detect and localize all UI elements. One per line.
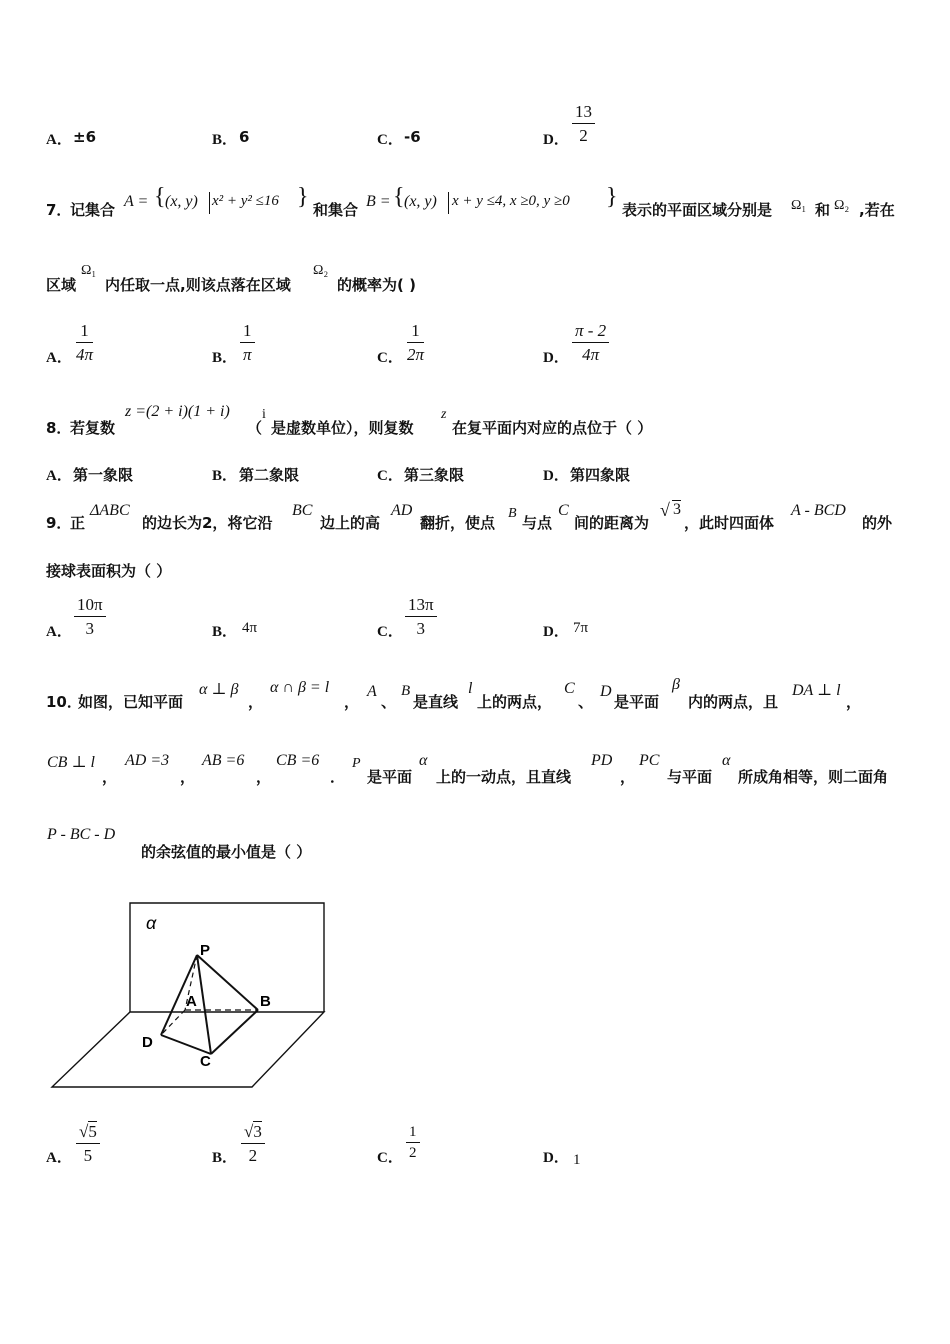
q10-p: P bbox=[352, 756, 361, 771]
q8-option-c-label: C． bbox=[377, 468, 403, 484]
q8-number: 8． bbox=[46, 419, 72, 437]
q7-set-a-open-brace: { bbox=[154, 184, 166, 210]
q10-text-4: 是平面 bbox=[614, 693, 660, 711]
q6-option-b-value: 6 bbox=[239, 128, 250, 146]
q7-omega-2-b: Ω₂ bbox=[313, 263, 329, 278]
q7-text-8: 的概率为( ) bbox=[337, 276, 416, 294]
fraction-numerator: 13 bbox=[575, 102, 592, 121]
q10-comma-2: ， bbox=[344, 693, 360, 711]
q10-a: A bbox=[367, 683, 377, 700]
fraction-denominator: 2 bbox=[248, 1146, 258, 1165]
q10-text-5: 内的两点，且 bbox=[688, 693, 779, 711]
plane-alpha-outline bbox=[130, 903, 324, 1012]
fraction-bar bbox=[241, 1143, 265, 1144]
q10-option-b-fraction bbox=[241, 1122, 265, 1166]
q10-text-1: 如图，已知平面 bbox=[78, 693, 184, 711]
q7-set-b-close-brace: } bbox=[606, 184, 618, 210]
q10-text-3: 上的两点， bbox=[477, 693, 553, 711]
q10-comma-4: ， bbox=[102, 768, 118, 786]
q9-text-8: 的外 bbox=[862, 514, 893, 532]
edge-dc bbox=[161, 1035, 211, 1054]
q7-option-d-label: D． bbox=[543, 350, 569, 366]
q9-b: B bbox=[508, 506, 517, 521]
q9-text-3: 边上的高 bbox=[320, 514, 381, 532]
fraction-denominator: π bbox=[242, 345, 252, 364]
fraction-bar bbox=[406, 1142, 420, 1143]
fraction-denominator: 3 bbox=[85, 619, 95, 638]
q10-beta: β bbox=[672, 676, 680, 693]
q8-text-1: 若复数 bbox=[70, 419, 116, 437]
q7-number: 7． bbox=[46, 201, 72, 219]
q9-c: C bbox=[558, 502, 569, 519]
q10-option-c-label: C． bbox=[377, 1150, 403, 1166]
fraction-numerator: 10π bbox=[77, 595, 103, 614]
q10-dun-1: 、 bbox=[381, 693, 397, 711]
edge-ad-hidden bbox=[161, 1010, 185, 1035]
q10-text-10: 的余弦值的最小值是（ ） bbox=[141, 843, 312, 861]
q9-text-1: 正 bbox=[70, 514, 86, 532]
q10-text-2: 是直线 bbox=[413, 693, 459, 711]
q8-option-a-text: 第一象限 bbox=[73, 466, 134, 484]
q10-text-8: 与平面 bbox=[667, 768, 713, 786]
q9-text-9: 接球表面积为（ ） bbox=[46, 562, 172, 580]
fraction-denominator: 2 bbox=[579, 126, 588, 145]
q8-option-b-text: 第二象限 bbox=[239, 466, 300, 484]
edge-cb bbox=[211, 1010, 258, 1054]
fraction-numerator: 1 bbox=[243, 321, 252, 340]
figure-label-alpha: α bbox=[146, 913, 157, 933]
q10-intersection: α ∩ β = l bbox=[270, 679, 330, 696]
q9-text-2: 的边长为2，将它沿 bbox=[142, 514, 273, 532]
q6-option-c-value: -6 bbox=[404, 128, 421, 146]
q7-set-a-condition: x² + y² ≤16 bbox=[212, 193, 279, 209]
q10-comma-1: ， bbox=[248, 693, 264, 711]
q10-b: B bbox=[401, 683, 411, 699]
q7-text-1: 记集合 bbox=[70, 201, 116, 219]
q9-option-d-label: D． bbox=[543, 624, 569, 640]
fraction-numerator: √3 bbox=[244, 1122, 262, 1141]
q8-text-2: （ bbox=[247, 419, 263, 437]
q10-pc: PC bbox=[639, 752, 660, 769]
figure-label-d: D bbox=[142, 1034, 153, 1051]
q10-cb-value: CB =6 bbox=[276, 752, 320, 769]
q10-ab-value: AB =6 bbox=[202, 752, 245, 769]
q7-text-6: 区域 bbox=[46, 276, 77, 294]
figure-label-a: A bbox=[186, 993, 197, 1010]
q10-text-7: 上的一动点，且直线 bbox=[436, 768, 572, 786]
q10-text-9: 所成角相等，则二面角 bbox=[738, 768, 889, 786]
q7-set-b-open-brace: { bbox=[393, 184, 405, 210]
q8-text-4: 在复平面内对应的点位于（ ） bbox=[452, 419, 653, 437]
q10-option-b-label: B． bbox=[212, 1150, 238, 1166]
fraction-numerator: 1 bbox=[80, 321, 89, 340]
fraction-numerator: 1 bbox=[411, 321, 420, 340]
q7-set-a-inner: (x, y) bbox=[165, 193, 198, 210]
q6-option-d-label: D． bbox=[543, 132, 569, 148]
q7-omega-1-b: Ω₁ bbox=[81, 263, 97, 278]
q10-text-6: 是平面 bbox=[367, 768, 413, 786]
q7-set-a-lhs: A = bbox=[124, 193, 149, 210]
q7-set-b-inner: (x, y) bbox=[404, 193, 437, 210]
q10-comma-6: ， bbox=[256, 768, 272, 786]
q10-option-a-label: A． bbox=[46, 1150, 72, 1166]
q10-c: C bbox=[564, 680, 575, 697]
fraction-numerator: 13π bbox=[408, 595, 434, 614]
q8-option-a-label: A． bbox=[46, 468, 72, 484]
q8-z-expression: z =(2 + i)(1 + i) bbox=[125, 403, 230, 420]
q7-text-5: ,若在 bbox=[859, 201, 895, 219]
fraction-denominator: 5 bbox=[83, 1146, 93, 1165]
q10-cb-perp: CB ⊥ l bbox=[47, 754, 95, 771]
figure-label-p: P bbox=[200, 942, 211, 959]
plane-beta-outline bbox=[52, 1012, 324, 1087]
q10-comma-3: ， bbox=[846, 693, 862, 711]
q7-option-c-label: C． bbox=[377, 350, 403, 366]
q7-text-3: 表示的平面区域分别是 bbox=[622, 201, 773, 219]
q9-text-4: 翻折，使点 bbox=[420, 514, 496, 532]
q9-option-d-value: 7π bbox=[573, 620, 589, 636]
fraction-numerator: π - 2 bbox=[575, 321, 607, 340]
q10-comma-5: ， bbox=[180, 768, 196, 786]
q9-ad: AD bbox=[391, 502, 413, 519]
q8-option-b-label: B． bbox=[212, 468, 238, 484]
q7-omega-2: Ω₂ bbox=[834, 198, 850, 213]
q7-text-2: 和集合 bbox=[313, 201, 359, 219]
q7-set-a-close-brace: } bbox=[297, 184, 309, 210]
q7-option-b-label: B． bbox=[212, 350, 238, 366]
q9-text-6: 间的距离为 bbox=[574, 514, 650, 532]
q9-sqrt-sign: √ bbox=[660, 500, 670, 520]
radicand: 5 bbox=[88, 1122, 97, 1141]
q8-text-3: 是虚数单位），则复数 bbox=[271, 419, 414, 437]
q10-comma-7: ， bbox=[620, 768, 636, 786]
q7-text-7: 内任取一点,则该点落在区域 bbox=[105, 276, 291, 294]
q8-option-d-label: D． bbox=[543, 468, 569, 484]
figure-label-c: C bbox=[200, 1053, 211, 1070]
q10-alpha-2: α bbox=[722, 752, 731, 769]
q9-option-b-value: 4π bbox=[242, 620, 258, 636]
q10-period: ． bbox=[330, 768, 346, 786]
radicand: 3 bbox=[253, 1122, 262, 1141]
fraction-numerator: √5 bbox=[79, 1122, 97, 1141]
q6-option-a-value: ±6 bbox=[73, 128, 97, 146]
q6-option-a-label: A． bbox=[46, 132, 72, 148]
q10-l: l bbox=[468, 680, 473, 697]
q9-option-b-label: B． bbox=[212, 624, 238, 640]
fraction-denominator: 2π bbox=[407, 345, 425, 364]
fraction-denominator: 4π bbox=[76, 345, 94, 364]
q9-text-7: ，此时四面体 bbox=[684, 514, 775, 532]
q7-set-b-condition: x + y ≤4, x ≥0, y ≥0 bbox=[452, 193, 570, 209]
q10-ad-value: AD =3 bbox=[125, 752, 170, 769]
fraction-bar bbox=[76, 1143, 100, 1144]
q6-option-b-label: B． bbox=[212, 132, 238, 148]
q10-pd: PD bbox=[591, 752, 613, 769]
q7-omega-1: Ω₁ bbox=[791, 198, 807, 213]
q9-text-5: 与点 bbox=[522, 514, 553, 532]
fraction-numerator: 1 bbox=[409, 1124, 417, 1140]
q10-option-d-label: D． bbox=[543, 1150, 569, 1166]
q8-option-c-text: 第三象限 bbox=[404, 466, 465, 484]
q7-set-b-lhs: B = bbox=[366, 193, 391, 210]
q9-sqrt3-radicand: 3 bbox=[673, 501, 681, 518]
q10-option-c-fraction bbox=[406, 1124, 420, 1162]
q8-option-d-text: 第四象限 bbox=[570, 466, 631, 484]
q10-option-a-fraction bbox=[76, 1122, 100, 1166]
fraction-denominator: 2 bbox=[409, 1145, 417, 1161]
q8-z-var: z bbox=[441, 407, 447, 422]
figure-label-b: B bbox=[260, 993, 271, 1010]
q9-number: 9． bbox=[46, 514, 72, 532]
fraction-denominator: 3 bbox=[416, 619, 426, 638]
q9-bc: BC bbox=[292, 502, 313, 519]
edge-pc bbox=[197, 955, 211, 1054]
q10-perp: α ⊥ β bbox=[199, 681, 239, 698]
q10-da-perp: DA ⊥ l bbox=[792, 682, 841, 699]
q7-option-a-label: A． bbox=[46, 350, 72, 366]
q6-option-c-label: C． bbox=[377, 132, 403, 148]
q10-option-d-value: 1 bbox=[573, 1152, 581, 1168]
q7-text-4: 和 bbox=[815, 201, 831, 219]
edge-pb bbox=[197, 955, 258, 1010]
q10-dun-2: 、 bbox=[578, 693, 594, 711]
q10-alpha: α bbox=[419, 752, 428, 769]
fraction-denominator: 4π bbox=[582, 345, 600, 364]
q8-i-var: i bbox=[262, 407, 266, 422]
q10-d: D bbox=[600, 683, 612, 700]
q10-number: 10． bbox=[46, 693, 82, 711]
q9-option-c-label: C． bbox=[377, 624, 403, 640]
q9-tetrahedron: A - BCD bbox=[791, 502, 846, 519]
q10-dihedral: P - BC - D bbox=[47, 826, 116, 843]
q9-triangle: ΔABC bbox=[90, 502, 130, 519]
q9-option-a-label: A． bbox=[46, 624, 72, 640]
